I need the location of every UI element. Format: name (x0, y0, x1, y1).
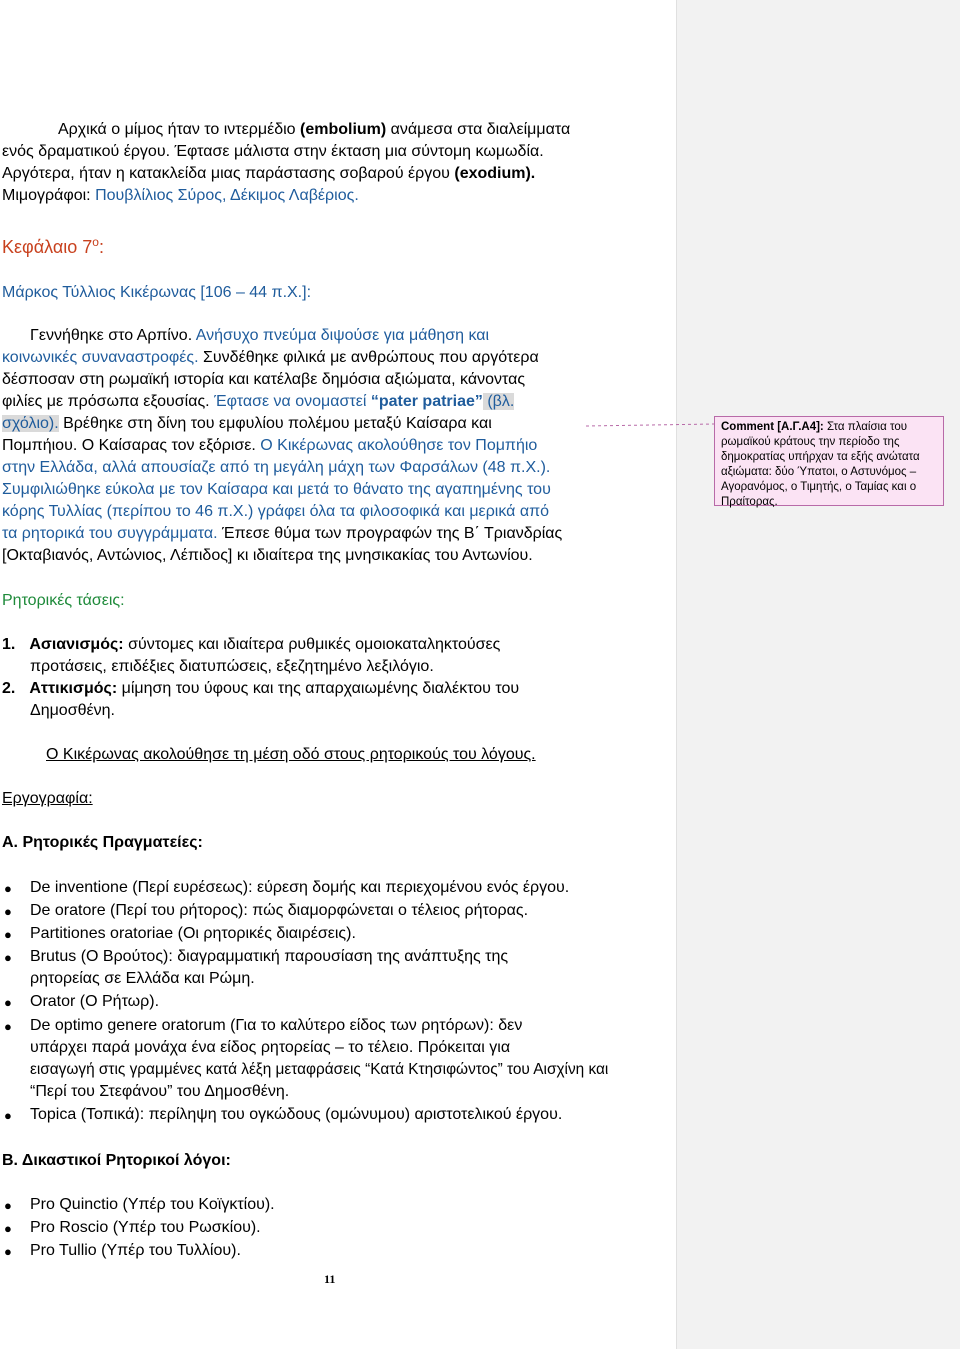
bio-line-6: Πομπήιου. Ο Καίσαρας τον εξόρισε. Ο Κικέρωνας ακολούθησε τον Πομπήιο (2, 437, 538, 454)
bio-line-7: στην Ελλάδα, αλλά απουσίαζε από τη μεγάλη μάχη των Φαρσάλων (48 π.Χ.). (2, 459, 551, 476)
section-b-heading: Β. Δικαστικοί Ρητορικοί λόγοι: (2, 1152, 231, 1169)
rhetoric-item-2: 2. Αττικισμός: μίμηση του ύφους και της απαρχαιωμένης διαλέκτου του (2, 680, 520, 697)
bullet-icon: ● (4, 1244, 12, 1259)
list-item-cont: ρητορείας σε Ελλάδα και Ρώμη. (30, 970, 255, 987)
author-heading: Μάρκος Τύλλιος Κικέρωνας [106 – 44 π.Χ.]: (2, 284, 312, 301)
bio-line-4: φιλίες με πρόσωπα εξουσίας. Έφτασε να ονομαστεί “pater patriae” (βλ. (2, 393, 515, 410)
bullet-icon: ● (4, 1108, 12, 1123)
intro-line-3: Αργότερα, ήταν η κατακλείδα μιας παράστασης σοβαρού έργου (exodium). (2, 165, 536, 182)
bullet-icon: ● (4, 1019, 12, 1034)
bullet-icon: ● (4, 881, 12, 896)
rhetoric-item-2-cont: Δημοσθένη. (30, 702, 115, 719)
bullet-icon: ● (4, 950, 12, 965)
bio-line-1: Γεννήθηκε στο Αρπίνο. Ανήσυχο πνεύμα διψούσε για μάθηση και (30, 327, 490, 344)
list-item-cont: εισαγωγή στις γραμμένες κατά λέξη μεταφράσεις “Κατά Κτησιφώντος” του Αισχίνη και (30, 1061, 609, 1078)
comment-label: Comment [Α.Γ.Α4]: (721, 421, 824, 433)
list-item: Orator (Ο Ρήτωρ). (30, 993, 160, 1010)
comment-margin-pane (676, 0, 960, 1349)
intro-line-2: ενός δραματικού έργου. Έφτασε μάλιστα στην έκταση μια σύντομη κωμωδία. (2, 143, 544, 160)
bullet-icon: ● (4, 1221, 12, 1236)
bio-line-10: τα ρητορικά του συγγράμματα. Έπεσε θύμα των προγραφών της Β΄ Τριανδρίας (2, 525, 563, 542)
list-item: Partitiones oratoriae (Οι ρητορικές διαιρέσεις). (30, 925, 356, 942)
bio-line-11: [Οκταβιανός, Αντώνιος, Λέπιδος] κι ιδιαίτερα της μνησικακίας του Αντωνίου. (2, 547, 533, 564)
list-item: Brutus (Ο Βρούτος): διαγραμματική παρουσίαση της ανάπτυξης της (30, 948, 509, 965)
rhetoric-heading: Ρητορικές τάσεις: (2, 592, 125, 609)
bullet-icon: ● (4, 904, 12, 919)
intro-line-4: Μιμογράφοι: Πουβλίλιος Σύρος, Δέκιμος Λαβέριος. (2, 187, 359, 204)
rhetoric-item-1-cont: προτάσεις, επιδέξιες διατυπώσεις, εξεζητημένο λεξιλόγιο. (30, 658, 434, 675)
list-item: Pro Quinctio (Υπέρ του Κοϊγκτίου). (30, 1196, 275, 1213)
list-item: Pro Roscio (Υπέρ του Ρωσκίου). (30, 1219, 261, 1236)
comment-balloon[interactable]: Comment [Α.Γ.Α4]: Στα πλαίσια του ρωμαϊκού κράτους την περίοδο της δημοκρατίας υπήρχαν τα εξής ανώτατα αξιώματα: δύο Ύπατοι, ο Αστυνόμος – Αγορανόμος, ο Τιμητής, ο Ταμίας και ο Πραίτορας. (714, 416, 944, 506)
list-item: Pro Tullio (Υπέρ του Τυλλίου). (30, 1242, 241, 1259)
bullet-icon: ● (4, 927, 12, 942)
bio-line-8: Συμφιλιώθηκε εύκολα με τον Καίσαρα και μετά το θάνατο της αγαπημένης του (2, 481, 551, 498)
comment-text: δημοκρατίας υπήρχαν τα εξής ανώτατα (721, 451, 920, 463)
bio-line-5: σχόλιο). Βρέθηκε στη δίνη του εμφυλίου πολέμου μεταξύ Καίσαρα και (2, 415, 492, 432)
comment-text: Αγορανόμος, ο Τιμητής, ο Ταμίας και ο (721, 481, 917, 493)
intro-line-1: Αρχικά ο μίμος ήταν το ιντερμέδιο (embolium) ανάμεσα στα διαλείμματα (58, 121, 571, 138)
bullet-icon: ● (4, 995, 12, 1010)
list-item: De oratore (Περί του ρήτορος): πώς διαμορφώνεται ο τέλειος ρήτορας. (30, 902, 529, 919)
bio-line-2: κοινωνικές συναναστροφές. Συνδέθηκε φιλικά με ανθρώπους που αργότερα (2, 349, 539, 366)
comment-text: ρωμαϊκού κράτους την περίοδο της (721, 436, 900, 448)
chapter-heading: Κεφάλαιο $7^o$: (2, 235, 104, 257)
bio-line-3: δέσποσαν στη ρωμαϊκή ιστορία και κατέλαβε δημόσια αξιώματα, κάνοντας (2, 371, 526, 388)
section-a-heading: Α. Ρητορικές Πραγματείες: (2, 834, 203, 851)
bio-line-9: κόρης Τυλλίας (περίπου το 46 π.Χ.) γράφει όλα τα φιλοσοφικά και μερικά από (2, 503, 550, 520)
list-item: De inventione (Περί ευρέσεως): εύρεση δομής και περιεχομένου ενός έργου. (30, 879, 570, 896)
list-item-cont: “Περί του Στεφάνου” του Δημοσθένη. (30, 1083, 290, 1100)
comment-text: αξιώματα: δύο Ύπατοι, ο Αστυνόμος – (721, 466, 917, 478)
bullet-icon: ● (4, 1198, 12, 1213)
list-item: Topica (Τοπικά): περίληψη του ογκώδους (ομώνυμου) αριστοτελικού έργου. (30, 1106, 563, 1123)
page-number: 11 (324, 1272, 336, 1286)
works-heading: Εργογραφία: (2, 790, 93, 807)
list-item: De optimo genere oratorum (Για το καλύτερο είδος των ρητόρων): δεν (30, 1017, 523, 1034)
rhetoric-item-1: 1. Ασιανισμός: σύντομες και ιδιαίτερα ρυθμικές ομοιοκαταληκτούσες (2, 636, 501, 653)
middle-way-statement: Ο Κικέρωνας ακολούθησε τη μέση οδό στους ρητορικούς του λόγους. (46, 746, 536, 763)
comment-text: Πραίτορας. (721, 496, 778, 508)
list-item-cont: υπάρχει παρά μονάχα ένα είδος ρητορείας – το τέλειο. Πρόκειται για (30, 1039, 511, 1056)
